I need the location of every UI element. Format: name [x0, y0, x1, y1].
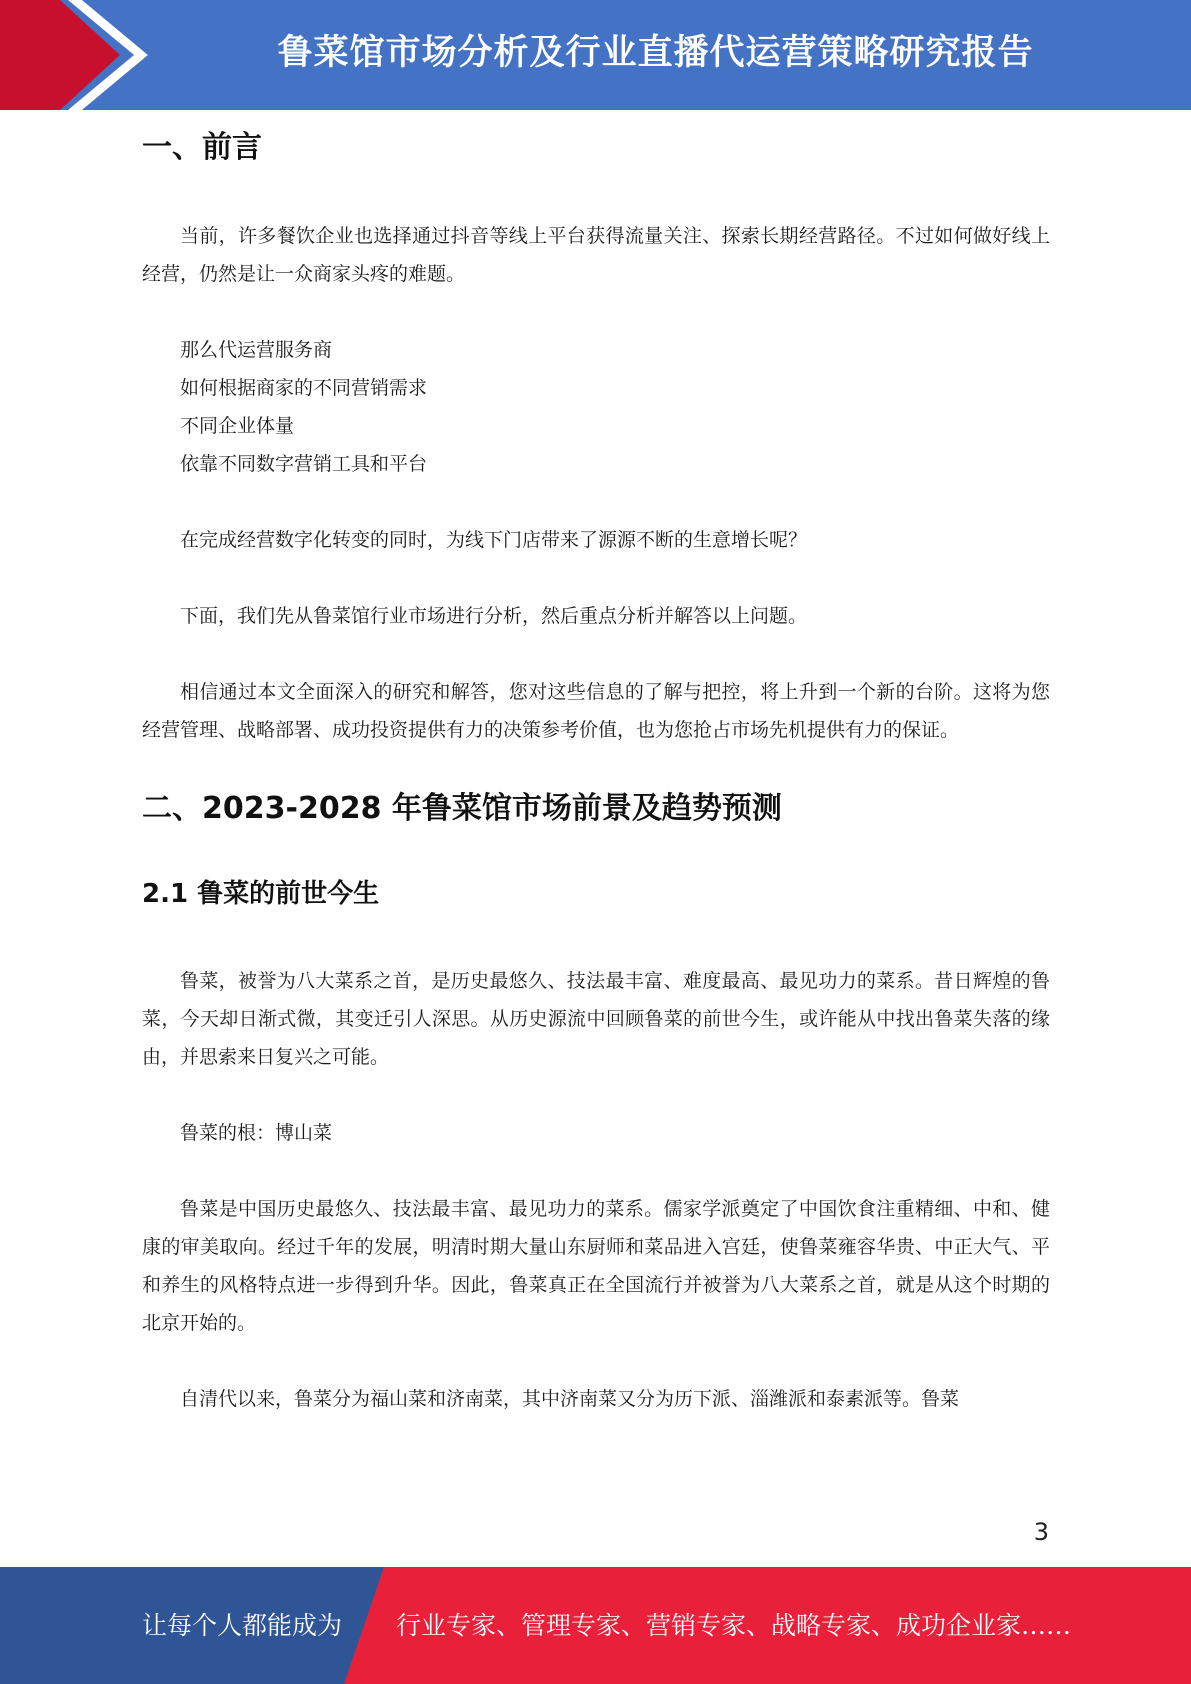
paragraph: 在完成经营数字化转变的同时，为线下门店带来了源源不断的生意增长呢？: [180, 529, 808, 551]
footer-slogan-right: 行业专家、管理专家、营销专家、战略专家、成功企业家……: [396, 1611, 1072, 1640]
question-list: [142, 331, 1050, 483]
footer-banner: [0, 1567, 1191, 1684]
paragraph: 当前，许多餐饮企业也选择通过抖音等线上平台获得流量关注、探索长期经营路径。不过如何做好线上经营，仍然是让一众商家头疼的难题。: [142, 225, 1050, 285]
main-content: [142, 128, 1050, 1418]
paragraph: 鲁菜的根：博山菜: [180, 1121, 333, 1144]
paragraph: 鲁菜是中国历史最悠久、技法最丰富、最见功力的菜系。儒家学派奠定了中国饮食注重精细、中和、健康的审美取向。经过千年的发展，明清时期大量山东厨师和菜品进入宫廷，使鲁菜雍容华贵、中正大气、平和养生的风格特点进一步得到升华。因此，鲁菜真正在全国流行并被誉为八大菜系之首，就是从这个时期的北京开始的。: [142, 1197, 1050, 1334]
list-item: 依靠不同数字营销工具和平台: [180, 453, 428, 475]
paragraph: 鲁菜，被誉为八大菜系之首，是历史最悠久、技法最丰富、难度最高、最见功力的菜系。昔日辉煌的鲁菜，今天却日渐式微，其变迁引人深思。从历史源流中回顾鲁菜的前世今生，或许能从中找出鲁菜失落的缘由，并思索来日复兴之可能。: [142, 969, 1050, 1068]
paragraph: 自清代以来，鲁菜分为福山菜和济南菜，其中济南菜又分为历下派、淄潍派和泰素派等。鲁菜: [180, 1387, 960, 1410]
subsection-heading-history: 2.1 鲁菜的前世今生: [142, 879, 380, 909]
paragraph: 下面，我们先从鲁菜馆行业市场进行分析，然后重点分析并解答以上问题。: [180, 605, 808, 627]
list-item: 如何根据商家的不同营销需求: [180, 377, 428, 399]
footer-slogan-left: 让每个人都能成为: [142, 1611, 343, 1640]
report-title: 鲁菜馆市场分析及行业直播代运营策略研究报告: [277, 33, 1034, 73]
page-number: 3: [1033, 1518, 1049, 1546]
section-heading-market-outlook: 二、2023-2028 年鲁菜馆市场前景及趋势预测: [142, 791, 782, 826]
list-item: 那么代运营服务商: [180, 339, 333, 361]
header-banner: [0, 0, 1191, 110]
section-heading-preface: 一、前言: [142, 130, 262, 165]
paragraph: 相信通过本文全面深入的研究和解答，您对这些信息的了解与把控，将上升到一个新的台阶。这将为您经营管理、战略部署、成功投资提供有力的决策参考价值，也为您抢占市场先机提供有力的保证。: [142, 681, 1050, 741]
header-arrow-decoration: [0, 0, 160, 110]
list-item: 不同企业体量: [180, 415, 295, 437]
